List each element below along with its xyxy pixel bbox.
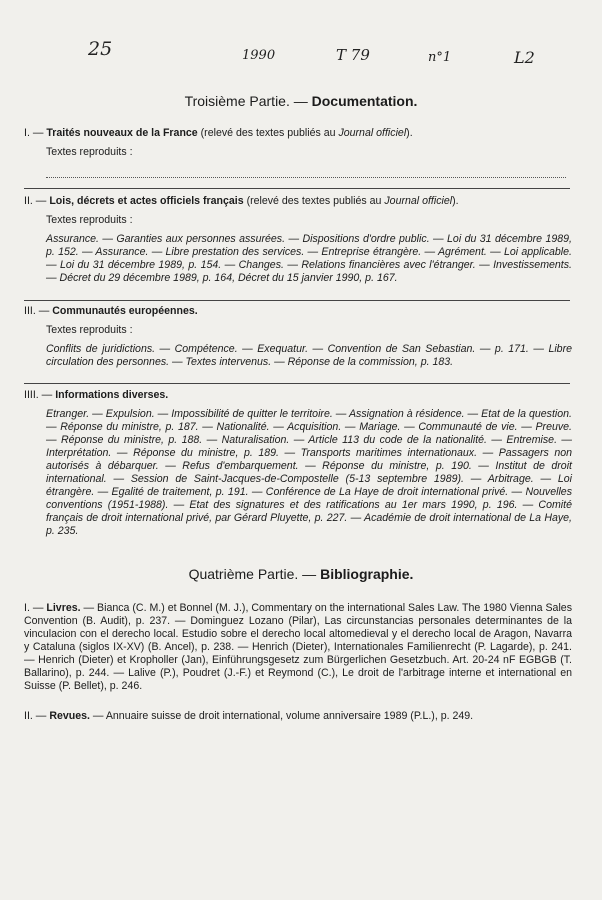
section-divider — [24, 300, 570, 301]
handwritten-note-l2: L2 — [514, 48, 535, 67]
section-3 — [24, 305, 572, 369]
bibliography-journals: II. — Revues. — Annuaire suisse de droit international, volume anniversaire 1989 (P.L.), p. 249. — [24, 710, 474, 722]
handwritten-note-n1: n°1 — [428, 50, 452, 65]
section-2-body: Assurance. — Garanties aux personnes assurées. — Dispositions d'ordre public. — Loi du 31 décembre 1989, p. 152. — Assurance. — Libre prestation des services. — Entreprise étrangère. — Agrément. — Loi applicable. — Loi du 31 décembre 1989, p. 154. — Changes. — Relations financières avec l'étranger. — Investissements. — Décret du 29 décembre 1989, p. 164, Décret du 15 janvier 1990, p. 167. — [46, 233, 572, 284]
part3-title: Troisième Partie. — Documentation. — [184, 93, 418, 109]
handwritten-note-25: 25 — [88, 38, 113, 60]
section-4 — [24, 389, 572, 538]
bibliography-books: I. — Livres. — Bianca (C. M.) et Bonnel (M. J.), Commentary on the international Sales Law. The 1980 Vienna Sales Convention (B. Audit), p. 237. — Dominguez Lozano (Pilar), Las circunstancias personales determinantes de la vinculacion con el derecho local. Estudio sobre el derecho local altomedieval y el derecho local de Aragon, Navarra y Cataluna (siglos IX-XV) (B. Ancel), p. 238. — Henrich (Dieter), Internationales Familienrecht (P. Lagarde), p. 241. — Henrich (Dieter) et Kropholler (Jan), Einführungsgesetz zum Bürgerlichen Gesetzbuch. Art. 20-24 nF EGBGB (T. Ballarino), p. 244. — Lalive (P.), Poudret (J.-F.) et Reymond (C.), Le droit de l'arbitrage interne et international en Suisse (P. Bellet), p. 246. — [24, 602, 572, 692]
section-4-body: Etranger. — Expulsion. — Impossibilité de quitter le territoire. — Assignation à résidence. — Etat de la question. — Réponse du ministre, p. 187. — Nationalité. — Acquisition. — Mariage. — Communauté de vie. — Preuve. — Réponse du ministre, p. 188. — Naturalisation. — Article 113 du code de la nationalité. — Entremise. — Interprétation. — Réponse du ministre, p. 189. — Transports maritimes internationaux. — Passagers non autorisés à débarquer. — Refus d'embarquement. — Réponse du ministre, p. 190. — Institut de droit international. — Session de Saint-Jacques-de-Compostelle (5-13 septembre 1989). — Arbitrage. — Loi étrangère. — Egalité de traitement, p. 191. — Conférence de La Haye de droit international privé. — Nouvelles conventions (1951-1988). — Etat des signatures et des ratifications au 1er mars 1990, p. 196. — Comité français de droit international privé, par Gérard Pluyette, p. 227. — Académie de droit international de La Haye, p. 235. — [46, 408, 572, 537]
section-1 — [24, 127, 572, 178]
section-3-body: Conflits de juridictions. — Compétence. — Exequatur. — Convention de San Sebastian. — p. 171. — Libre circulation des personnes. — Textes intervenus. — Réponse de la commission, p. 183. — [46, 343, 572, 368]
section-3-subheading: Textes reproduits : — [46, 324, 133, 336]
section-1-heading: I. — Traités nouveaux de la France (relevé des textes publiés au Journal officiel). — [24, 127, 413, 139]
section-divider — [24, 383, 570, 384]
section-2-subheading: Textes reproduits : — [46, 214, 133, 226]
section-3-heading: III. — Communautés européennes. — [24, 305, 198, 317]
handwritten-note-year: 1990 — [242, 48, 276, 63]
section-divider — [24, 188, 570, 189]
section-2 — [24, 195, 572, 285]
handwritten-note-t79: T 79 — [336, 46, 370, 64]
part4-title: Quatrième Partie. — Bibliographie. — [188, 566, 414, 582]
section-4-heading: IIII. — Informations diverses. — [24, 389, 169, 401]
dotted-line — [46, 169, 566, 178]
section-2-heading: II. — Lois, décrets et actes officiels français (relevé des textes publiés au Journal officiel). — [24, 195, 459, 207]
section-1-subheading: Textes reproduits : — [46, 146, 133, 158]
